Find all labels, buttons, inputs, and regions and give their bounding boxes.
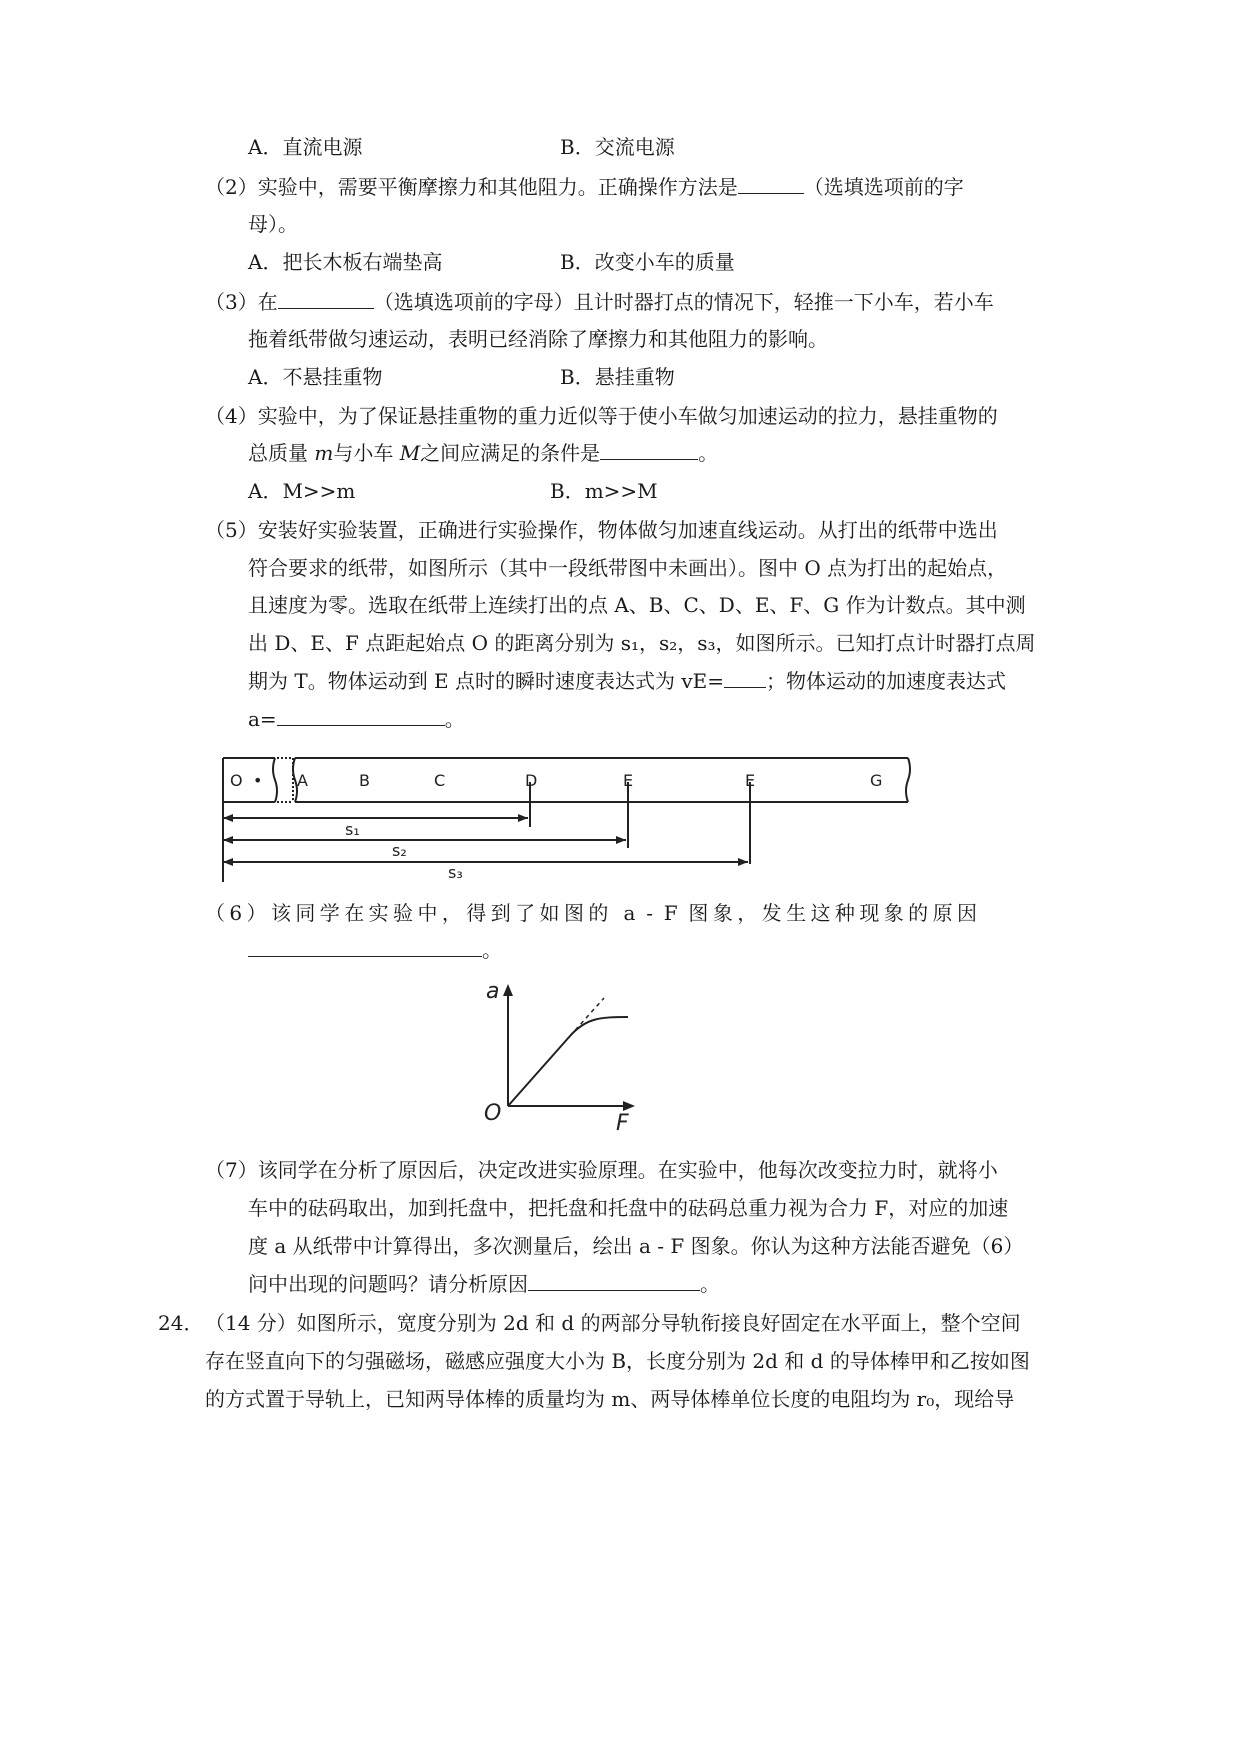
q4-stem-cont: 总质量 m与小车 M之间应满足的条件是 。 [248, 441, 719, 465]
tape-label-o: O [230, 771, 243, 790]
tape-dot: • [253, 771, 263, 790]
q5-stem-line2: 符合要求的纸带，如图所示（其中一段纸带图中未画出）。图中 O 点为打出的起始点， [248, 556, 1008, 580]
q6-answer-line: 。 [248, 938, 502, 962]
q4-option-b: B．m>>M [550, 479, 658, 503]
graph-origin-label: O [484, 1101, 502, 1126]
q7-stem-line2: 车中的砝码取出，加到托盘中，把托盘和托盘中的砝码总重力视为合力 F，对应的加速 [248, 1196, 1009, 1220]
q5-stem-line6: a= 。 [248, 707, 465, 731]
tape-label-g: G [870, 771, 883, 790]
q1-option-b: B．交流电源 [560, 135, 675, 159]
a-f-graph [478, 978, 648, 1138]
tape-label-f: E [745, 771, 756, 790]
s1-label: s₁ [345, 820, 360, 839]
q5-stem-line3: 且速度为零。选取在纸带上连续打出的点 A、B、C、D、E、F、G 作为计数点。其中测 [248, 593, 1026, 617]
q7-stem-line4: 问中出现的问题吗？请分析原因 。 [248, 1272, 720, 1296]
tape-label-e: E [623, 771, 634, 790]
q4-option-a: A．M>>m [248, 479, 356, 503]
q6-stem: （6）该同学在实验中，得到了如图的 a - F 图象，发生这种现象的原因 [205, 901, 977, 925]
s3-label: s₃ [448, 863, 463, 882]
tape-label-d: D [525, 771, 538, 790]
q24-number: 24． [158, 1311, 204, 1335]
q4-stem: （4）实验中，为了保证悬挂重物的重力近似等于使小车做匀加速运动的拉力，悬挂重物的 [205, 404, 998, 428]
q7-stem: （7）该同学在分析了原因后，决定改进实验原理。在实验中，他每次改变拉力时，就将小 [205, 1158, 998, 1182]
q1-option-a: A．直流电源 [248, 135, 363, 159]
q3-option-a: A．不悬挂重物 [248, 365, 383, 389]
tape-label-b: B [359, 771, 370, 790]
s2-label: s₂ [392, 841, 407, 860]
answer-blank[interactable] [600, 441, 698, 460]
answer-blank[interactable] [248, 938, 482, 957]
q2-option-b: B．改变小车的质量 [560, 250, 735, 274]
q24-stem: （14 分）如图所示，宽度分别为 2d 和 d 的两部分导轨衔接良好固定在水平面上，整个空间 [205, 1311, 1021, 1335]
q24-stem-line3: 的方式置于导轨上，已知两导体棒的质量均为 m、两导体棒单位长度的电阻均为 r₀，现给导 [205, 1387, 1015, 1411]
graph-y-label: a [486, 979, 500, 1004]
q2-stem-cont: 母）。 [248, 212, 298, 236]
q5-stem: （5）安装好实验装置，正确进行实验操作，物体做匀加速直线运动。从打出的纸带中选出 [205, 518, 998, 542]
graph-x-label: F [616, 1111, 629, 1136]
q7-stem-line3: 度 a 从纸带中计算得出，多次测量后，绘出 a - F 图象。你认为这种方法能否避免（6） [248, 1234, 1024, 1258]
tape-label-a: A [297, 771, 308, 790]
tape-label-c: C [434, 771, 446, 790]
answer-blank[interactable] [724, 669, 766, 688]
answer-blank[interactable] [738, 175, 804, 194]
q24-stem-line2: 存在竖直向下的匀强磁场，磁感应强度大小为 B，长度分别为 2d 和 d 的导体棒甲和乙按如图 [205, 1349, 1030, 1373]
answer-blank[interactable] [528, 1272, 700, 1291]
q2-option-a: A．把长木板右端垫高 [248, 250, 443, 274]
q5-stem-line4: 出 D、E、F 点距起始点 O 的距离分别为 s₁，s₂，s₃，如图所示。已知打点计时器打点周 [248, 631, 1036, 655]
q3-stem-cont: 拖着纸带做匀速运动，表明已经消除了摩擦力和其他阻力的影响。 [248, 327, 828, 351]
q5-stem-line5: 期为 T。物体运动到 E 点时的瞬时速度表达式为 vE= ；物体运动的加速度表达式 [248, 669, 1007, 693]
paper-tape-diagram [215, 752, 925, 887]
q2-stem: （2）实验中，需要平衡摩擦力和其他阻力。正确操作方法是 （选填选项前的字 [205, 175, 964, 199]
q3-option-b: B．悬挂重物 [560, 365, 675, 389]
q3-stem: （3）在 （选填选项前的字母）且计时器打点的情况下，轻推一下小车，若小车 [205, 290, 994, 314]
answer-blank[interactable] [278, 290, 374, 309]
answer-blank[interactable] [277, 707, 445, 726]
